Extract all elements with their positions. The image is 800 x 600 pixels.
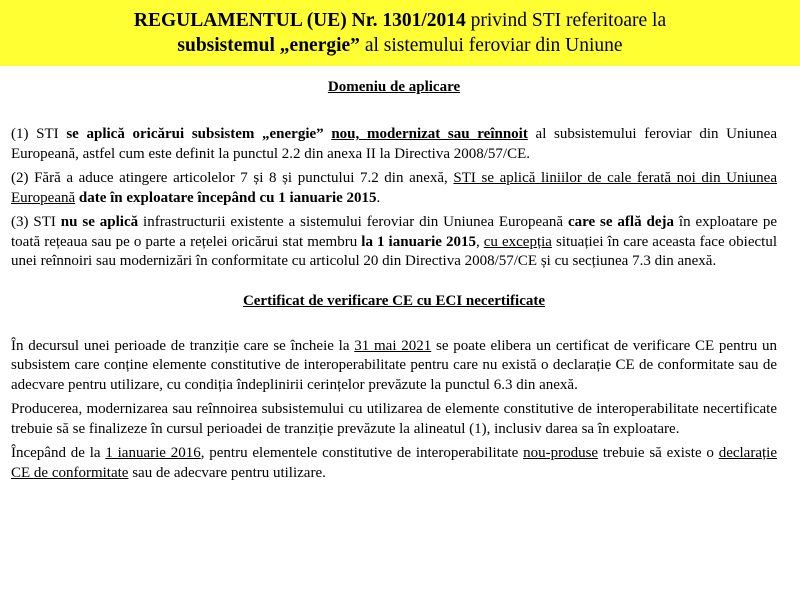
title-text-a: privind STI referitoare la (465, 10, 667, 31)
text-run: . (376, 189, 381, 206)
text-run: al subsistemului feroviar din Uniunea Europeană, astfel cum este definit la punctul 2.2 din anexa II la Directiva 2008/57/CE. (11, 126, 777, 162)
title-banner (0, 0, 800, 66)
underlined-run: declarație CE de conformitate (11, 445, 777, 481)
text-run: sau de adecvare pentru utilizare. (128, 464, 326, 481)
text-run: (2) Fără a aduce atingere articolelor 7 și 8 și punctului 7.2 din anexă, (11, 170, 454, 186)
title-line-1 (0, 8, 800, 33)
text-run: , (475, 233, 484, 250)
underlined-run: 31 mai 2021 (354, 337, 432, 354)
bold-underlined-run: nou, modernizat sau reînnoit (331, 126, 528, 142)
bold-run: date în exploatare începând cu 1 ianuarie 2015 (78, 189, 377, 206)
text-run: Începând de la (11, 445, 106, 461)
document-body (11, 77, 777, 483)
text-run: se poate elibera un certificat de verificare CE pentru un subsistem care conține elemente constitutive de interoperabilitate pentru care nu există o declarație CE de conformitate sau de adecvare pentru utilizare, cu condiția îndeplinirii cerințelor prevăzute la punctul 6.3 din anexă. (11, 337, 778, 393)
text-run: , pentru elementele constitutive de interoperabilitate (200, 445, 524, 461)
title-line-2 (0, 33, 800, 58)
text-run: infrastructurii existente a sistemului feroviar din Uniunea Europeană (138, 214, 568, 230)
regulation-number: REGULAMENTUL (UE) Nr. 1301/2014 (133, 10, 466, 31)
text-run: (1) STI (11, 126, 67, 142)
title-text-b: al sistemului feroviar din Uniune (359, 35, 623, 56)
underlined-run: 1 ianuarie 2016 (105, 445, 201, 461)
underlined-run: nou-produse (523, 445, 599, 461)
certificate-paragraph-2: Producerea, modernizarea sau reînnoirea subsistemului cu utilizarea de elemente constitutive de interoperabilitate necertificate trebuie să se finalizeze în cursul perioadei de tranziție prevăzute la alineatul (1), inclusiv darea sa în exploatare. (11, 401, 777, 437)
subsystem-name: subsistemul „energie” (177, 35, 360, 56)
bold-run: se aplică oricărui subsistem „energie” (66, 126, 324, 142)
bold-run: la 1 ianuarie 2015 (361, 233, 476, 250)
text-run: trebuie să existe o (598, 445, 719, 461)
certificate-heading: Certificat de verificare CE cu ECI necertificate (242, 292, 546, 309)
bold-run: nu se aplică (60, 214, 139, 230)
certificate-paragraph-1 (11, 337, 777, 396)
certificate-paragraph-3 (11, 444, 777, 483)
scope-heading: Domeniu de aplicare (327, 79, 461, 95)
text-run: situației în care aceasta face obiectul unei reînnoiri sau modernizări în conformitate cu articolul 20 din Directiva 2008/57/CE și cu secțiunea 7.3 din anexă. (11, 233, 777, 269)
text-run: În decursul unei perioade de tranziție care se încheie la (11, 337, 355, 354)
scope-paragraph-2 (11, 169, 777, 208)
text-run: în exploatare pe toată rețeaua sau pe o parte a rețelei oricărui stat membru (11, 214, 777, 250)
underlined-run: STI se aplică liniilor de cale ferată noi din Uniunea Europeană (11, 170, 777, 206)
underlined-run: cu excepția (483, 233, 552, 250)
scope-paragraph-3 (11, 213, 777, 272)
text-run: (3) STI (11, 214, 61, 230)
scope-paragraph-1 (11, 125, 777, 164)
bold-run: care se află deja (567, 214, 674, 230)
